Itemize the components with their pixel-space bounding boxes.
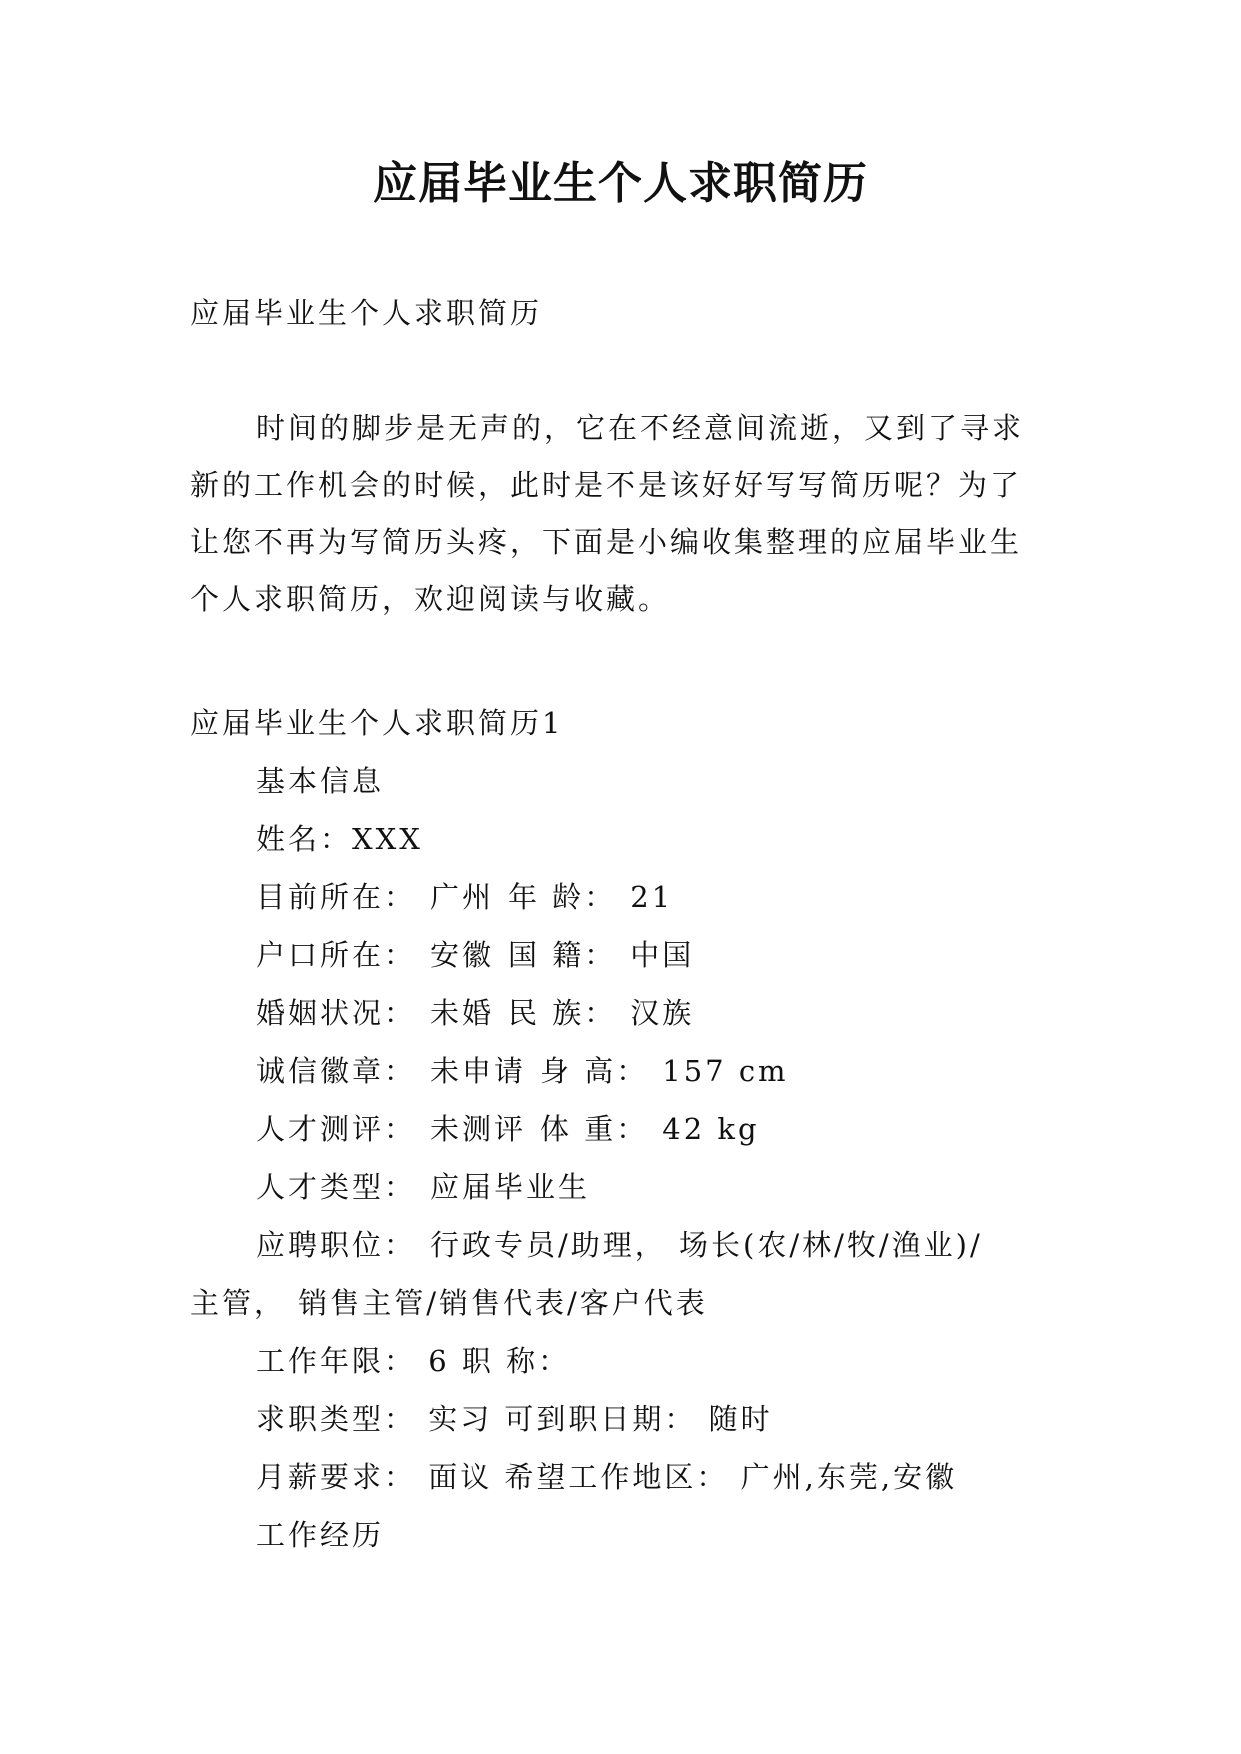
info-label: 目前所在：	[256, 880, 417, 914]
info-row	[190, 984, 1070, 1042]
info-value: 中国	[630, 938, 695, 972]
job-type-line: 求职类型： 实习 可到职日期： 随时	[256, 1402, 773, 1436]
document-subtitle: 应届毕业生个人求职简历	[190, 296, 543, 330]
intro-line: 让您不再为写简历头疼，下面是小编收集整理的应届毕业生	[190, 525, 1023, 559]
info-label: 国 籍：	[508, 938, 617, 972]
page-title: 应届毕业生个人求职简历	[373, 158, 868, 209]
info-value: 未申请	[430, 1054, 527, 1088]
section-title: 应届毕业生个人求职简历1	[190, 706, 564, 740]
info-label: 身 高：	[540, 1054, 649, 1088]
info-value: 汉族	[630, 996, 695, 1030]
name-line: 姓名：XXX	[256, 822, 423, 856]
salary-line: 月薪要求： 面议 希望工作地区： 广州,东莞,安徽	[256, 1460, 958, 1494]
info-value: 安徽	[430, 938, 495, 972]
info-row	[190, 868, 1070, 926]
basic-info-heading: 基本信息	[256, 764, 385, 798]
work-experience-heading: 工作经历	[256, 1518, 385, 1552]
info-label: 体 重：	[540, 1112, 649, 1146]
info-row	[190, 1042, 1070, 1100]
position-label: 应聘职位：	[256, 1228, 417, 1262]
info-row	[190, 1158, 1070, 1216]
intro-paragraph	[190, 400, 1050, 628]
info-value: 广州	[430, 880, 495, 914]
info-label: 年 龄：	[508, 880, 617, 914]
info-value: 未测评	[430, 1112, 527, 1146]
intro-line: 新的工作机会的时候，此时是不是该好好写写简历呢？为了	[190, 468, 1023, 502]
work-years-line: 工作年限： 6 职 称：	[256, 1344, 571, 1378]
position-line-continued: 主管， 销售主管/销售代表/客户代表	[190, 1286, 708, 1320]
info-label: 民 族：	[508, 996, 617, 1030]
position-value: 行政专员/助理， 场长(农/林/牧/渔业)/	[430, 1228, 983, 1262]
info-value: 应届毕业生	[430, 1170, 591, 1204]
basic-info-list	[190, 752, 1070, 1564]
info-label: 人才测评：	[256, 1112, 417, 1146]
info-row	[190, 926, 1070, 984]
info-value: 未婚	[430, 996, 495, 1030]
info-value: 21	[630, 880, 674, 914]
info-value: 157 cm	[662, 1054, 789, 1088]
info-label: 户口所在：	[256, 938, 417, 972]
info-value: 42 kg	[662, 1112, 760, 1146]
info-label: 人才类型：	[256, 1170, 417, 1204]
position-line	[190, 1216, 1070, 1274]
intro-line: 个人求职简历，欢迎阅读与收藏。	[190, 582, 671, 616]
intro-line: 时间的脚步是无声的，它在不经意间流逝，又到了寻求	[256, 411, 1025, 445]
info-row	[190, 1100, 1070, 1158]
info-label: 诚信徽章：	[256, 1054, 417, 1088]
info-label: 婚姻状况：	[256, 996, 417, 1030]
